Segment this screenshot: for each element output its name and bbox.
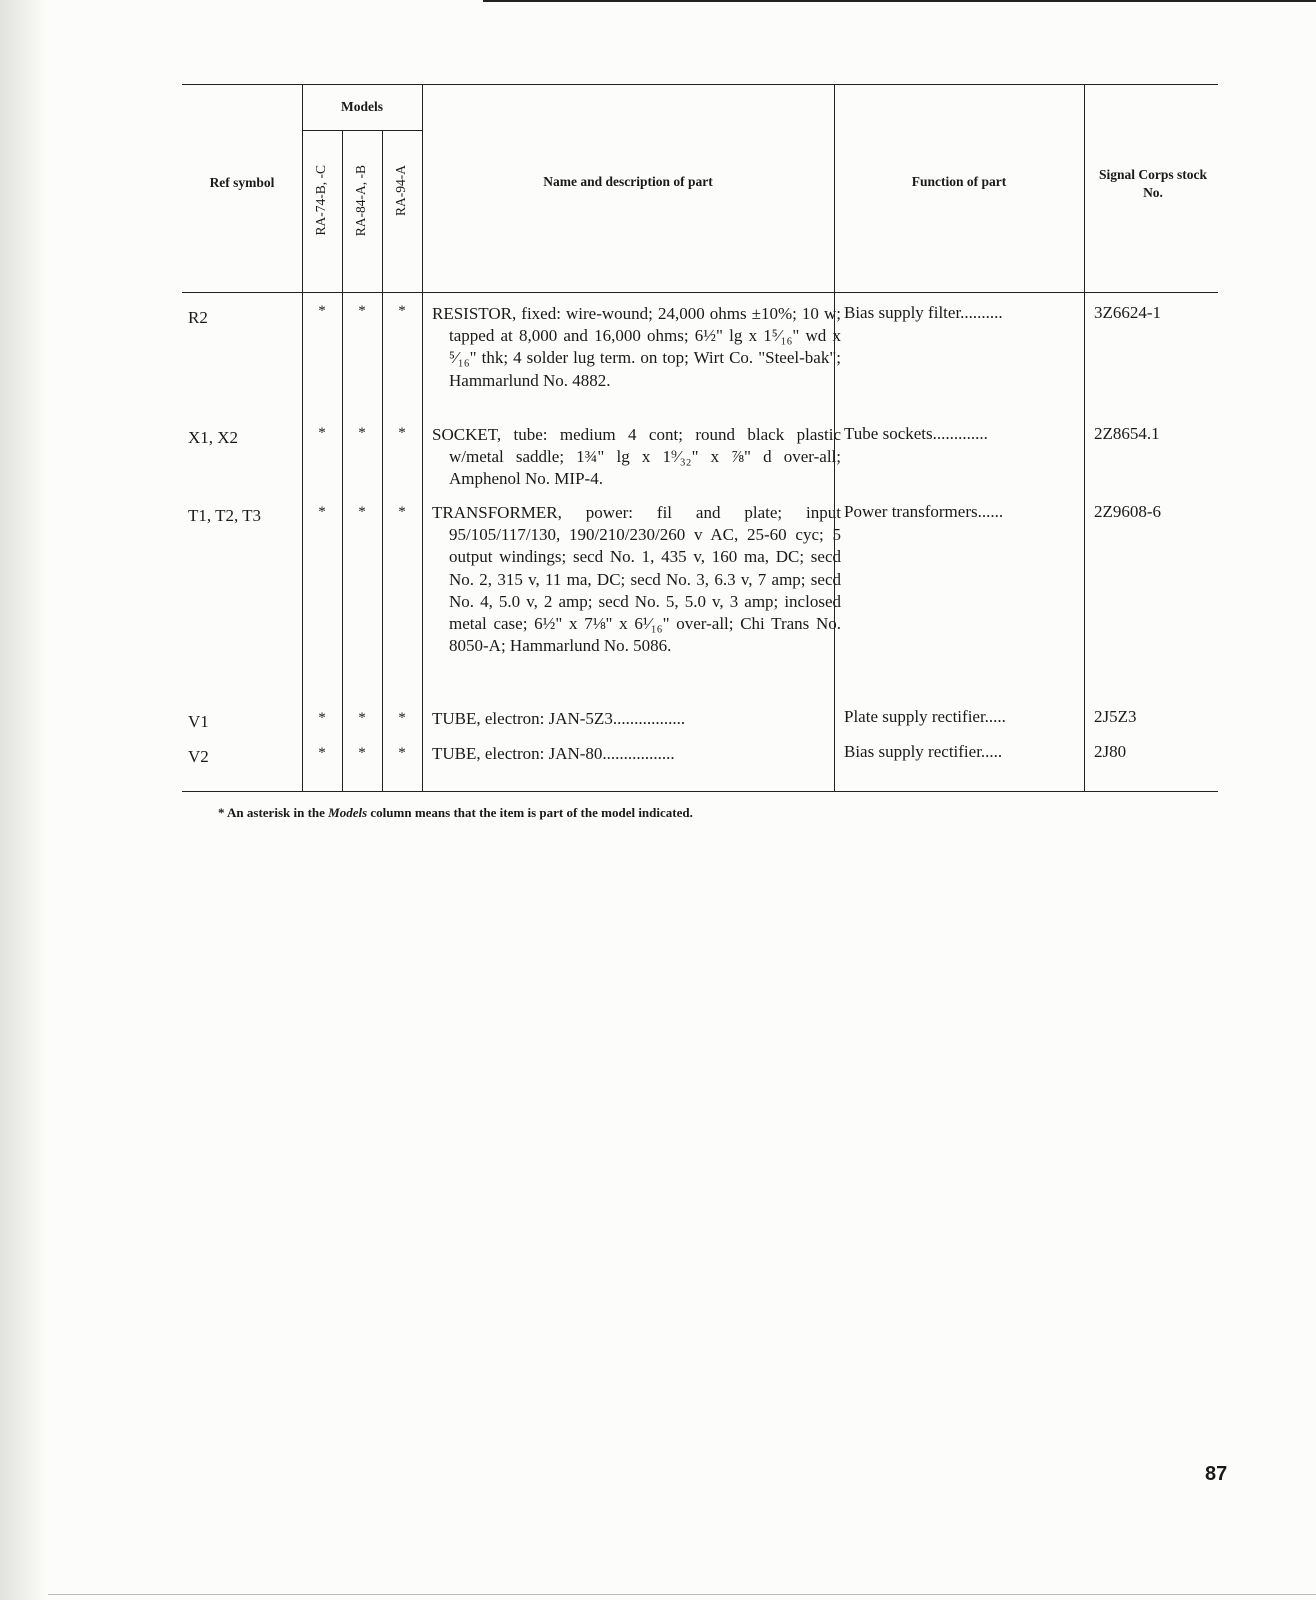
model-mark: * (358, 303, 366, 319)
column-divider (302, 84, 303, 792)
row-stock-no: 2J5Z3 (1094, 707, 1137, 726)
model-mark: * (318, 710, 326, 726)
header-bottom-rule (182, 292, 1218, 293)
page-number: 87 (1205, 1463, 1228, 1485)
row-stock-no: 2Z9608-6 (1094, 502, 1162, 521)
model-mark: * (398, 425, 406, 441)
scan-edge-shadow (0, 0, 48, 1600)
bottom-rule (48, 1594, 1316, 1595)
footnote-prefix: * An asterisk in the (218, 805, 329, 820)
models-header-rule (302, 130, 422, 131)
header-model-ra-74: RA-74-B, -C (313, 165, 328, 236)
header-name-description: Name and description of part (543, 174, 713, 189)
model-mark: * (318, 303, 326, 319)
row-description: SOCKET, tube: medium 4 cont; round black plastic w/metal saddle; 1¾" lg x 1⁹⁄₃₂" x ⅞" d over-all; Amphenol No. MIP-4. (432, 425, 841, 489)
header-model-ra-94: RA-94-A (393, 165, 408, 216)
model-mark: * (398, 710, 406, 726)
model-mark: * (318, 504, 326, 520)
row-description: TRANSFORMER, power: fil and plate; input 95/105/117/130, 190/210/230/260 v AC, 25-60 cyc; 5 output windings; secd No. 1, 435 v, 160 ma, DC; secd No. 2, 315 v, 11 ma, DC; secd No. 3, 6.3 v, 7 amp; secd No. 4, 5.0 v, 2 amp; secd No. 5, 5.0 v, 3 amp; inclosed metal case; 6½" x 7⅛" x 6¹⁄₁₆" over-all; Chi Trans No. 8050-A; Hammarlund No. 5086. (432, 503, 841, 656)
footnote-emphasis: Models (328, 805, 368, 820)
header-function: Function of part (911, 174, 1007, 189)
model-mark: * (358, 710, 366, 726)
row-stock-no: 2J80 (1094, 742, 1127, 761)
header-models: Models (341, 99, 383, 114)
row-ref: R2 (188, 308, 208, 327)
header-stock-no: Signal Corps stock No. (1098, 167, 1208, 200)
table-footnote (218, 805, 693, 821)
column-divider (422, 84, 423, 792)
row-ref: X1, X2 (188, 428, 239, 447)
table-top-rule (182, 84, 1218, 85)
model-mark: * (358, 745, 366, 761)
row-stock-no: 3Z6624-1 (1094, 303, 1162, 322)
model-mark: * (318, 425, 326, 441)
row-function: Tube sockets............. (844, 424, 988, 443)
model-mark: * (318, 745, 326, 761)
row-ref: V2 (188, 747, 209, 766)
model-mark: * (398, 303, 406, 319)
model-mark: * (358, 504, 366, 520)
row-ref: T1, T2, T3 (188, 506, 262, 525)
row-ref: V1 (188, 712, 209, 731)
model-mark: * (398, 504, 406, 520)
parts-table (182, 84, 1218, 793)
table-bottom-rule (182, 791, 1218, 792)
model-mark: * (398, 745, 406, 761)
row-function: Bias supply rectifier..... (844, 742, 1003, 761)
row-description: TUBE, electron: JAN-5Z3................. (432, 709, 686, 728)
row-function: Plate supply rectifier..... (844, 707, 1006, 726)
header-ref-symbol: Ref symbol (209, 175, 275, 190)
row-function: Bias supply filter.......... (844, 303, 1003, 322)
model-mark: * (358, 425, 366, 441)
column-divider (342, 130, 343, 792)
row-description: TUBE, electron: JAN-80................. (432, 744, 675, 763)
row-function: Power transformers...... (844, 502, 1004, 521)
column-divider (382, 130, 383, 792)
top-rule (483, 0, 1316, 2)
footnote-suffix: column means that the item is part of the model indicated. (367, 805, 693, 820)
column-divider (1084, 84, 1085, 792)
header-model-ra-84: RA-84-A, -B (353, 165, 368, 237)
row-stock-no: 2Z8654.1 (1094, 424, 1160, 443)
row-description: RESISTOR, fixed: wire-wound; 24,000 ohms ±10%; 10 w; tapped at 8,000 and 16,000 ohms; 6½" lg x 1⁵⁄₁₆" wd x ⁵⁄₁₆" thk; 4 solder lug term. on top; Wirt Co. "Steel-bak"; Hammarlund No. 4882. (432, 304, 841, 390)
